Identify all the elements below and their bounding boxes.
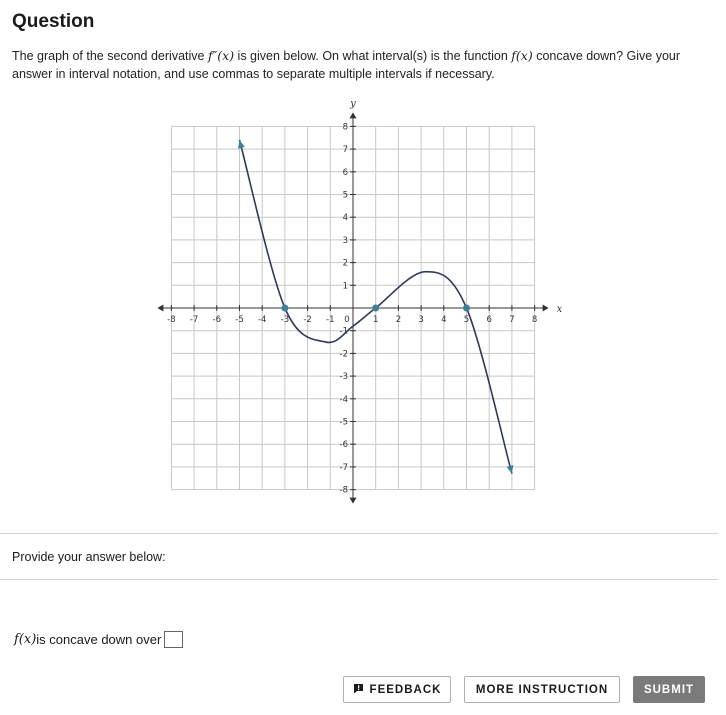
x-tick-label: -7 xyxy=(189,315,199,325)
x-tick-label: 7 xyxy=(509,315,515,325)
divider-bottom xyxy=(0,579,718,580)
x-axis-label: x xyxy=(556,304,563,315)
x-tick-label: 5 xyxy=(463,315,470,325)
y-tick-label: 1 xyxy=(342,281,348,292)
x-tick-label: 1 xyxy=(372,315,379,325)
x-tick-label: -4 xyxy=(257,315,267,325)
feedback-label: FEEDBACK xyxy=(369,683,442,696)
submit-button[interactable] xyxy=(633,676,705,703)
prompt-text-1: The graph of the second derivative xyxy=(12,49,208,63)
answer-math-function: f(x) xyxy=(14,632,37,647)
y-tick-label: -7 xyxy=(339,462,348,473)
y-axis-arrow-down xyxy=(350,498,357,504)
x-tick-label: -5 xyxy=(235,315,244,325)
x-tick-label: -3 xyxy=(280,315,290,325)
answer-prefix-text: is concave down over xyxy=(36,632,162,647)
curve-point xyxy=(372,305,379,312)
prompt-math-function: f(x) xyxy=(511,48,533,63)
divider-top xyxy=(0,533,718,534)
x-axis-arrow-left xyxy=(157,305,163,312)
answer-input[interactable] xyxy=(164,631,183,648)
y-tick-label: 3 xyxy=(342,235,348,246)
x-tick-label: -8 xyxy=(167,315,176,325)
x-tick-label: 0 xyxy=(344,315,350,325)
feedback-button[interactable] xyxy=(343,676,451,703)
y-tick-label: 4 xyxy=(342,213,348,224)
y-tick-label: 2 xyxy=(342,258,348,269)
x-tick-label: 8 xyxy=(531,315,538,325)
curve-point xyxy=(463,305,470,312)
answer-row xyxy=(14,631,183,648)
y-axis-label: y xyxy=(350,98,356,110)
x-tick-label: 2 xyxy=(395,315,402,325)
y-tick-label: -1 xyxy=(339,326,348,337)
y-tick-label: 8 xyxy=(342,122,348,133)
y-tick-label: -3 xyxy=(339,372,348,383)
more-instruction-label: MORE INSTRUCTION xyxy=(475,683,609,696)
y-tick-label: 5 xyxy=(342,190,348,201)
y-tick-label: -6 xyxy=(339,440,348,451)
x-tick-label: 6 xyxy=(486,315,492,325)
x-tick-label: 3 xyxy=(418,315,424,325)
graph xyxy=(150,93,570,513)
curve-point xyxy=(281,305,288,312)
y-tick-label: -2 xyxy=(339,349,348,360)
prompt-math-second-derivative: f″(x) xyxy=(207,48,235,63)
x-tick-label: -1 xyxy=(326,315,335,325)
x-tick-label: -6 xyxy=(212,315,222,325)
feedback-icon xyxy=(353,683,364,697)
question-heading: Question xyxy=(12,11,95,32)
y-axis-arrow-up xyxy=(350,112,357,118)
graph-svg xyxy=(150,93,570,513)
more-instruction-button[interactable] xyxy=(464,676,620,703)
prompt-text-3: concave down? Give your answer in interval notation, and use commas to separate multiple intervals if necessary. xyxy=(12,49,681,81)
y-tick-label: 7 xyxy=(342,145,348,156)
x-axis-arrow-right xyxy=(543,305,549,312)
x-tick-label: -2 xyxy=(303,315,312,325)
y-tick-label: 6 xyxy=(342,167,348,178)
x-tick-label: 4 xyxy=(441,315,447,325)
submit-label: SUBMIT xyxy=(643,683,695,696)
y-tick-label: -8 xyxy=(339,485,348,496)
prompt-text-2: is given below. On what interval(s) is the function xyxy=(234,49,512,63)
provide-answer-label: Provide your answer below: xyxy=(12,550,166,564)
y-tick-label: -4 xyxy=(339,394,348,405)
question-prompt xyxy=(12,47,712,83)
y-tick-label: -5 xyxy=(339,417,348,428)
